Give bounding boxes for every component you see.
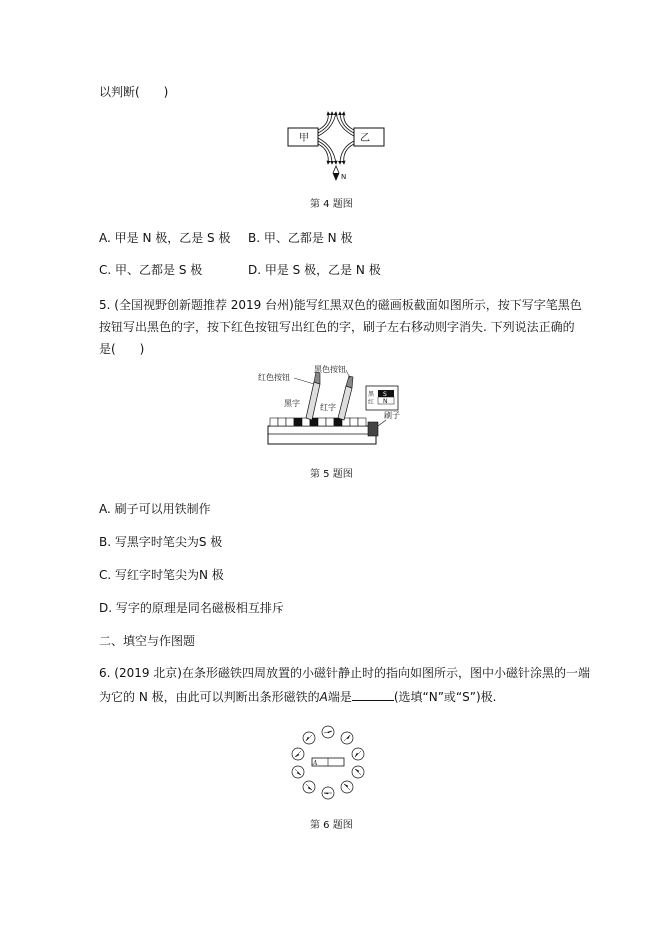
- figure-4-caption: 第 4 题图: [310, 199, 353, 210]
- figure-6: [290, 724, 366, 800]
- label-red-button: 红色按钮: [258, 373, 290, 382]
- board-base: [268, 426, 376, 444]
- compass-needle: [333, 166, 339, 180]
- q5-stem-line-2: 按钮写出黑色的字，按下红色按钮写出红色的字，刷子左右移动则字消失. 下列说法正确的: [99, 320, 575, 334]
- label-jia: 甲: [299, 133, 309, 144]
- q6-text-pre: 为它的 N 极，由此可以判断出条形磁铁的: [99, 690, 320, 704]
- field-lines-top: [318, 112, 354, 136]
- figure-5-caption: 第 5 题图: [310, 469, 353, 480]
- q6-text-mid: 端是: [327, 690, 352, 704]
- q5-option-a: A. 刷子可以用铁制作: [99, 502, 211, 516]
- pen-right: [338, 376, 353, 420]
- label-red-text: 红字: [320, 403, 336, 412]
- pen-left: [306, 372, 320, 420]
- label-yi: 乙: [360, 133, 370, 144]
- figure-6-caption: 第 6 题图: [310, 820, 353, 831]
- inset-label-n: N: [383, 398, 388, 405]
- q6-var-a: A: [319, 690, 328, 704]
- inset-label-s: S: [383, 391, 387, 398]
- q5-option-b: B. 写黑字时笔尖为S 极: [99, 535, 223, 549]
- brush: [368, 422, 378, 436]
- inset-label-red: 红: [368, 399, 375, 406]
- q6-stem-line-2: [99, 689, 496, 704]
- q5-stem-line-3: 是( ): [99, 342, 145, 356]
- q5-option-c: C. 写红字时笔尖为N 极: [99, 568, 224, 582]
- label-brush: 刷子: [384, 411, 400, 420]
- pole-inset: [366, 386, 398, 410]
- q4-option-d: D. 甲是 S 极，乙是 N 极: [248, 263, 381, 277]
- q4-option-a: A. 甲是 N 极，乙是 S 极: [99, 231, 231, 245]
- q5-option-d: D. 写字的原理是同名磁极相互排斥: [99, 601, 284, 615]
- q6-stem-line-1: 6. (2019 北京)在条形磁铁四周放置的小磁针静止时的指向如图所示，图中小磁针涂黑的一端: [99, 666, 590, 680]
- q4-option-c: C. 甲、乙都是 S 极: [99, 263, 203, 277]
- inset-label-black: 黑: [368, 391, 375, 398]
- figure-4: [286, 110, 386, 186]
- q4-question-tail: 以判断( ): [99, 85, 169, 99]
- q6-text-post: (选填“N”或“S”)极.: [393, 690, 497, 704]
- needle-n-label: N: [341, 173, 347, 181]
- q4-option-b: B. 甲、乙都是 N 极: [248, 231, 353, 245]
- field-lines-bottom: [318, 138, 354, 164]
- q5-stem-line-1: 5. (全国视野创新题推荐 2019 台州)能写红黑双色的磁画板截面如图所示，按下写字笔黑色: [99, 298, 582, 312]
- q6-answer-blank[interactable]: [352, 689, 394, 701]
- section-heading: 二、填空与作图题: [99, 634, 196, 648]
- magnet-end-a-label: A: [313, 760, 318, 767]
- label-black-text: 黑字: [284, 399, 300, 408]
- figure-5: [254, 364, 406, 454]
- label-black-button: 黑色按钮: [314, 365, 346, 374]
- magnet-cells: [270, 418, 366, 426]
